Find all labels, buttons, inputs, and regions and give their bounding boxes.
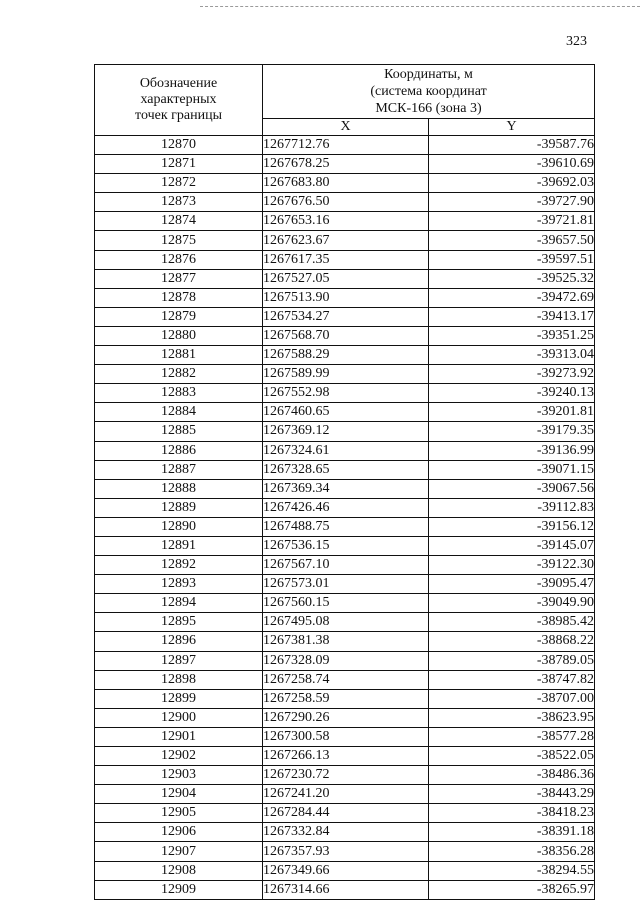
x-coordinate-cell: 1267552.98 [263, 384, 429, 403]
point-id-cell: 12895 [95, 613, 263, 632]
point-id-cell: 12900 [95, 708, 263, 727]
x-coordinate-cell: 1267495.08 [263, 613, 429, 632]
point-id-cell: 12887 [95, 460, 263, 479]
table-row [95, 613, 595, 632]
x-coordinate-cell: 1267617.35 [263, 250, 429, 269]
x-coordinate-cell: 1267314.66 [263, 880, 429, 899]
point-id-cell: 12886 [95, 441, 263, 460]
table-row [95, 479, 595, 498]
x-coordinate-cell: 1267712.76 [263, 136, 429, 155]
y-coordinate-cell: -39610.69 [429, 155, 595, 174]
table-row [95, 384, 595, 403]
table-row [95, 307, 595, 326]
point-id-cell: 12897 [95, 651, 263, 670]
point-id-cell: 12892 [95, 556, 263, 575]
y-coordinate-cell: -38789.05 [429, 651, 595, 670]
point-id-cell: 12882 [95, 365, 263, 384]
point-id-cell: 12901 [95, 727, 263, 746]
y-coordinate-cell: -38265.97 [429, 880, 595, 899]
table-row [95, 766, 595, 785]
x-coordinate-cell: 1267534.27 [263, 307, 429, 326]
x-coordinate-cell: 1267568.70 [263, 326, 429, 345]
x-coordinate-cell: 1267527.05 [263, 269, 429, 288]
point-id-cell: 12907 [95, 842, 263, 861]
table-row [95, 326, 595, 345]
x-coordinate-cell: 1267567.10 [263, 556, 429, 575]
table-row [95, 861, 595, 880]
table-row [95, 689, 595, 708]
y-coordinate-cell: -39122.30 [429, 556, 595, 575]
y-coordinate-cell: -38522.05 [429, 747, 595, 766]
y-coordinate-cell: -39727.90 [429, 193, 595, 212]
point-id-cell: 12880 [95, 326, 263, 345]
y-coordinate-cell: -38985.42 [429, 613, 595, 632]
table-row [95, 269, 595, 288]
point-id-cell: 12889 [95, 498, 263, 517]
x-coordinate-cell: 1267328.65 [263, 460, 429, 479]
x-coordinate-cell: 1267588.29 [263, 346, 429, 365]
table-row [95, 651, 595, 670]
point-id-cell: 12891 [95, 536, 263, 555]
table-row [95, 804, 595, 823]
point-id-cell: 12873 [95, 193, 263, 212]
y-coordinate-cell: -39657.50 [429, 231, 595, 250]
point-id-cell: 12906 [95, 823, 263, 842]
point-id-cell: 12872 [95, 174, 263, 193]
x-coordinate-cell: 1267653.16 [263, 212, 429, 231]
x-coordinate-cell: 1267241.20 [263, 785, 429, 804]
table-row [95, 785, 595, 804]
header-coordinates [263, 65, 595, 119]
y-coordinate-cell: -38577.28 [429, 727, 595, 746]
x-coordinate-cell: 1267258.59 [263, 689, 429, 708]
y-coordinate-cell: -39156.12 [429, 517, 595, 536]
point-id-cell: 12875 [95, 231, 263, 250]
table-row [95, 498, 595, 517]
y-coordinate-cell: -38707.00 [429, 689, 595, 708]
table-row [95, 403, 595, 422]
y-coordinate-cell: -39136.99 [429, 441, 595, 460]
y-coordinate-cell: -39472.69 [429, 288, 595, 307]
table-row [95, 517, 595, 536]
header-designation [95, 65, 263, 136]
table-row [95, 727, 595, 746]
x-coordinate-cell: 1267488.75 [263, 517, 429, 536]
point-id-cell: 12876 [95, 250, 263, 269]
y-coordinate-cell: -39313.04 [429, 346, 595, 365]
table-row [95, 193, 595, 212]
y-coordinate-cell: -38486.36 [429, 766, 595, 785]
y-coordinate-cell: -39692.03 [429, 174, 595, 193]
header-x: X [263, 119, 429, 136]
table-row [95, 422, 595, 441]
coordinates-table [94, 64, 595, 900]
point-id-cell: 12879 [95, 307, 263, 326]
point-id-cell: 12888 [95, 479, 263, 498]
point-id-cell: 12874 [95, 212, 263, 231]
table-row [95, 441, 595, 460]
table-row [95, 708, 595, 727]
x-coordinate-cell: 1267426.46 [263, 498, 429, 517]
table-row [95, 880, 595, 899]
x-coordinate-cell: 1267678.25 [263, 155, 429, 174]
table-row [95, 346, 595, 365]
x-coordinate-cell: 1267284.44 [263, 804, 429, 823]
y-coordinate-cell: -38443.29 [429, 785, 595, 804]
x-coordinate-cell: 1267623.67 [263, 231, 429, 250]
point-id-cell: 12896 [95, 632, 263, 651]
x-coordinate-cell: 1267460.65 [263, 403, 429, 422]
x-coordinate-cell: 1267560.15 [263, 594, 429, 613]
y-coordinate-cell: -39145.07 [429, 536, 595, 555]
y-coordinate-cell: -39095.47 [429, 575, 595, 594]
table-row [95, 212, 595, 231]
table-row [95, 632, 595, 651]
table-row [95, 288, 595, 307]
x-coordinate-cell: 1267324.61 [263, 441, 429, 460]
y-coordinate-cell: -39721.81 [429, 212, 595, 231]
header-coordinates-line: МСК-166 (зона 3) [375, 101, 482, 116]
y-coordinate-cell: -39071.15 [429, 460, 595, 479]
y-coordinate-cell: -38623.95 [429, 708, 595, 727]
point-id-cell: 12881 [95, 346, 263, 365]
x-coordinate-cell: 1267589.99 [263, 365, 429, 384]
header-designation-line: Обозначение [139, 76, 218, 91]
point-id-cell: 12894 [95, 594, 263, 613]
table-row [95, 250, 595, 269]
y-coordinate-cell: -38356.28 [429, 842, 595, 861]
point-id-cell: 12885 [95, 422, 263, 441]
point-id-cell: 12909 [95, 880, 263, 899]
point-id-cell: 12883 [95, 384, 263, 403]
table-row [95, 365, 595, 384]
header-coordinates-line: Координаты, м [384, 67, 473, 82]
table-row [95, 460, 595, 479]
point-id-cell: 12871 [95, 155, 263, 174]
point-id-cell: 12877 [95, 269, 263, 288]
y-coordinate-cell: -39201.81 [429, 403, 595, 422]
x-coordinate-cell: 1267573.01 [263, 575, 429, 594]
point-id-cell: 12899 [95, 689, 263, 708]
point-id-cell: 12893 [95, 575, 263, 594]
point-id-cell: 12898 [95, 670, 263, 689]
y-coordinate-cell: -38868.22 [429, 632, 595, 651]
y-coordinate-cell: -39112.83 [429, 498, 595, 517]
table-row [95, 536, 595, 555]
table-row [95, 823, 595, 842]
y-coordinate-cell: -38418.23 [429, 804, 595, 823]
y-coordinate-cell: -39049.90 [429, 594, 595, 613]
x-coordinate-cell: 1267290.26 [263, 708, 429, 727]
table-body [95, 136, 595, 900]
x-coordinate-cell: 1267676.50 [263, 193, 429, 212]
point-id-cell: 12905 [95, 804, 263, 823]
point-id-cell: 12890 [95, 517, 263, 536]
scan-artifact-line [200, 6, 640, 7]
x-coordinate-cell: 1267369.12 [263, 422, 429, 441]
table-row [95, 747, 595, 766]
point-id-cell: 12904 [95, 785, 263, 804]
y-coordinate-cell: -39351.25 [429, 326, 595, 345]
y-coordinate-cell: -39273.92 [429, 365, 595, 384]
x-coordinate-cell: 1267369.34 [263, 479, 429, 498]
y-coordinate-cell: -39179.35 [429, 422, 595, 441]
x-coordinate-cell: 1267357.93 [263, 842, 429, 861]
table-row [95, 174, 595, 193]
x-coordinate-cell: 1267266.13 [263, 747, 429, 766]
point-id-cell: 12902 [95, 747, 263, 766]
y-coordinate-cell: -38294.55 [429, 861, 595, 880]
header-coordinates-line: (система координат [370, 84, 487, 99]
x-coordinate-cell: 1267349.66 [263, 861, 429, 880]
y-coordinate-cell: -39587.76 [429, 136, 595, 155]
table-row [95, 556, 595, 575]
y-coordinate-cell: -39240.13 [429, 384, 595, 403]
header-y: Y [429, 119, 595, 136]
y-coordinate-cell: -38391.18 [429, 823, 595, 842]
x-coordinate-cell: 1267536.15 [263, 536, 429, 555]
y-coordinate-cell: -39525.32 [429, 269, 595, 288]
x-coordinate-cell: 1267230.72 [263, 766, 429, 785]
table-row [95, 575, 595, 594]
point-id-cell: 12870 [95, 136, 263, 155]
y-coordinate-cell: -39597.51 [429, 250, 595, 269]
point-id-cell: 12878 [95, 288, 263, 307]
x-coordinate-cell: 1267683.80 [263, 174, 429, 193]
x-coordinate-cell: 1267258.74 [263, 670, 429, 689]
x-coordinate-cell: 1267332.84 [263, 823, 429, 842]
point-id-cell: 12884 [95, 403, 263, 422]
table-row [95, 155, 595, 174]
table-row [95, 594, 595, 613]
x-coordinate-cell: 1267328.09 [263, 651, 429, 670]
y-coordinate-cell: -39413.17 [429, 307, 595, 326]
table-row [95, 136, 595, 155]
x-coordinate-cell: 1267381.38 [263, 632, 429, 651]
table-row [95, 842, 595, 861]
table-row [95, 231, 595, 250]
x-coordinate-cell: 1267300.58 [263, 727, 429, 746]
page-number: 323 [566, 34, 587, 49]
table-row [95, 670, 595, 689]
x-coordinate-cell: 1267513.90 [263, 288, 429, 307]
point-id-cell: 12903 [95, 766, 263, 785]
y-coordinate-cell: -38747.82 [429, 670, 595, 689]
point-id-cell: 12908 [95, 861, 263, 880]
header-designation-line: характерных [140, 92, 217, 107]
y-coordinate-cell: -39067.56 [429, 479, 595, 498]
header-designation-line: точек границы [135, 108, 222, 123]
